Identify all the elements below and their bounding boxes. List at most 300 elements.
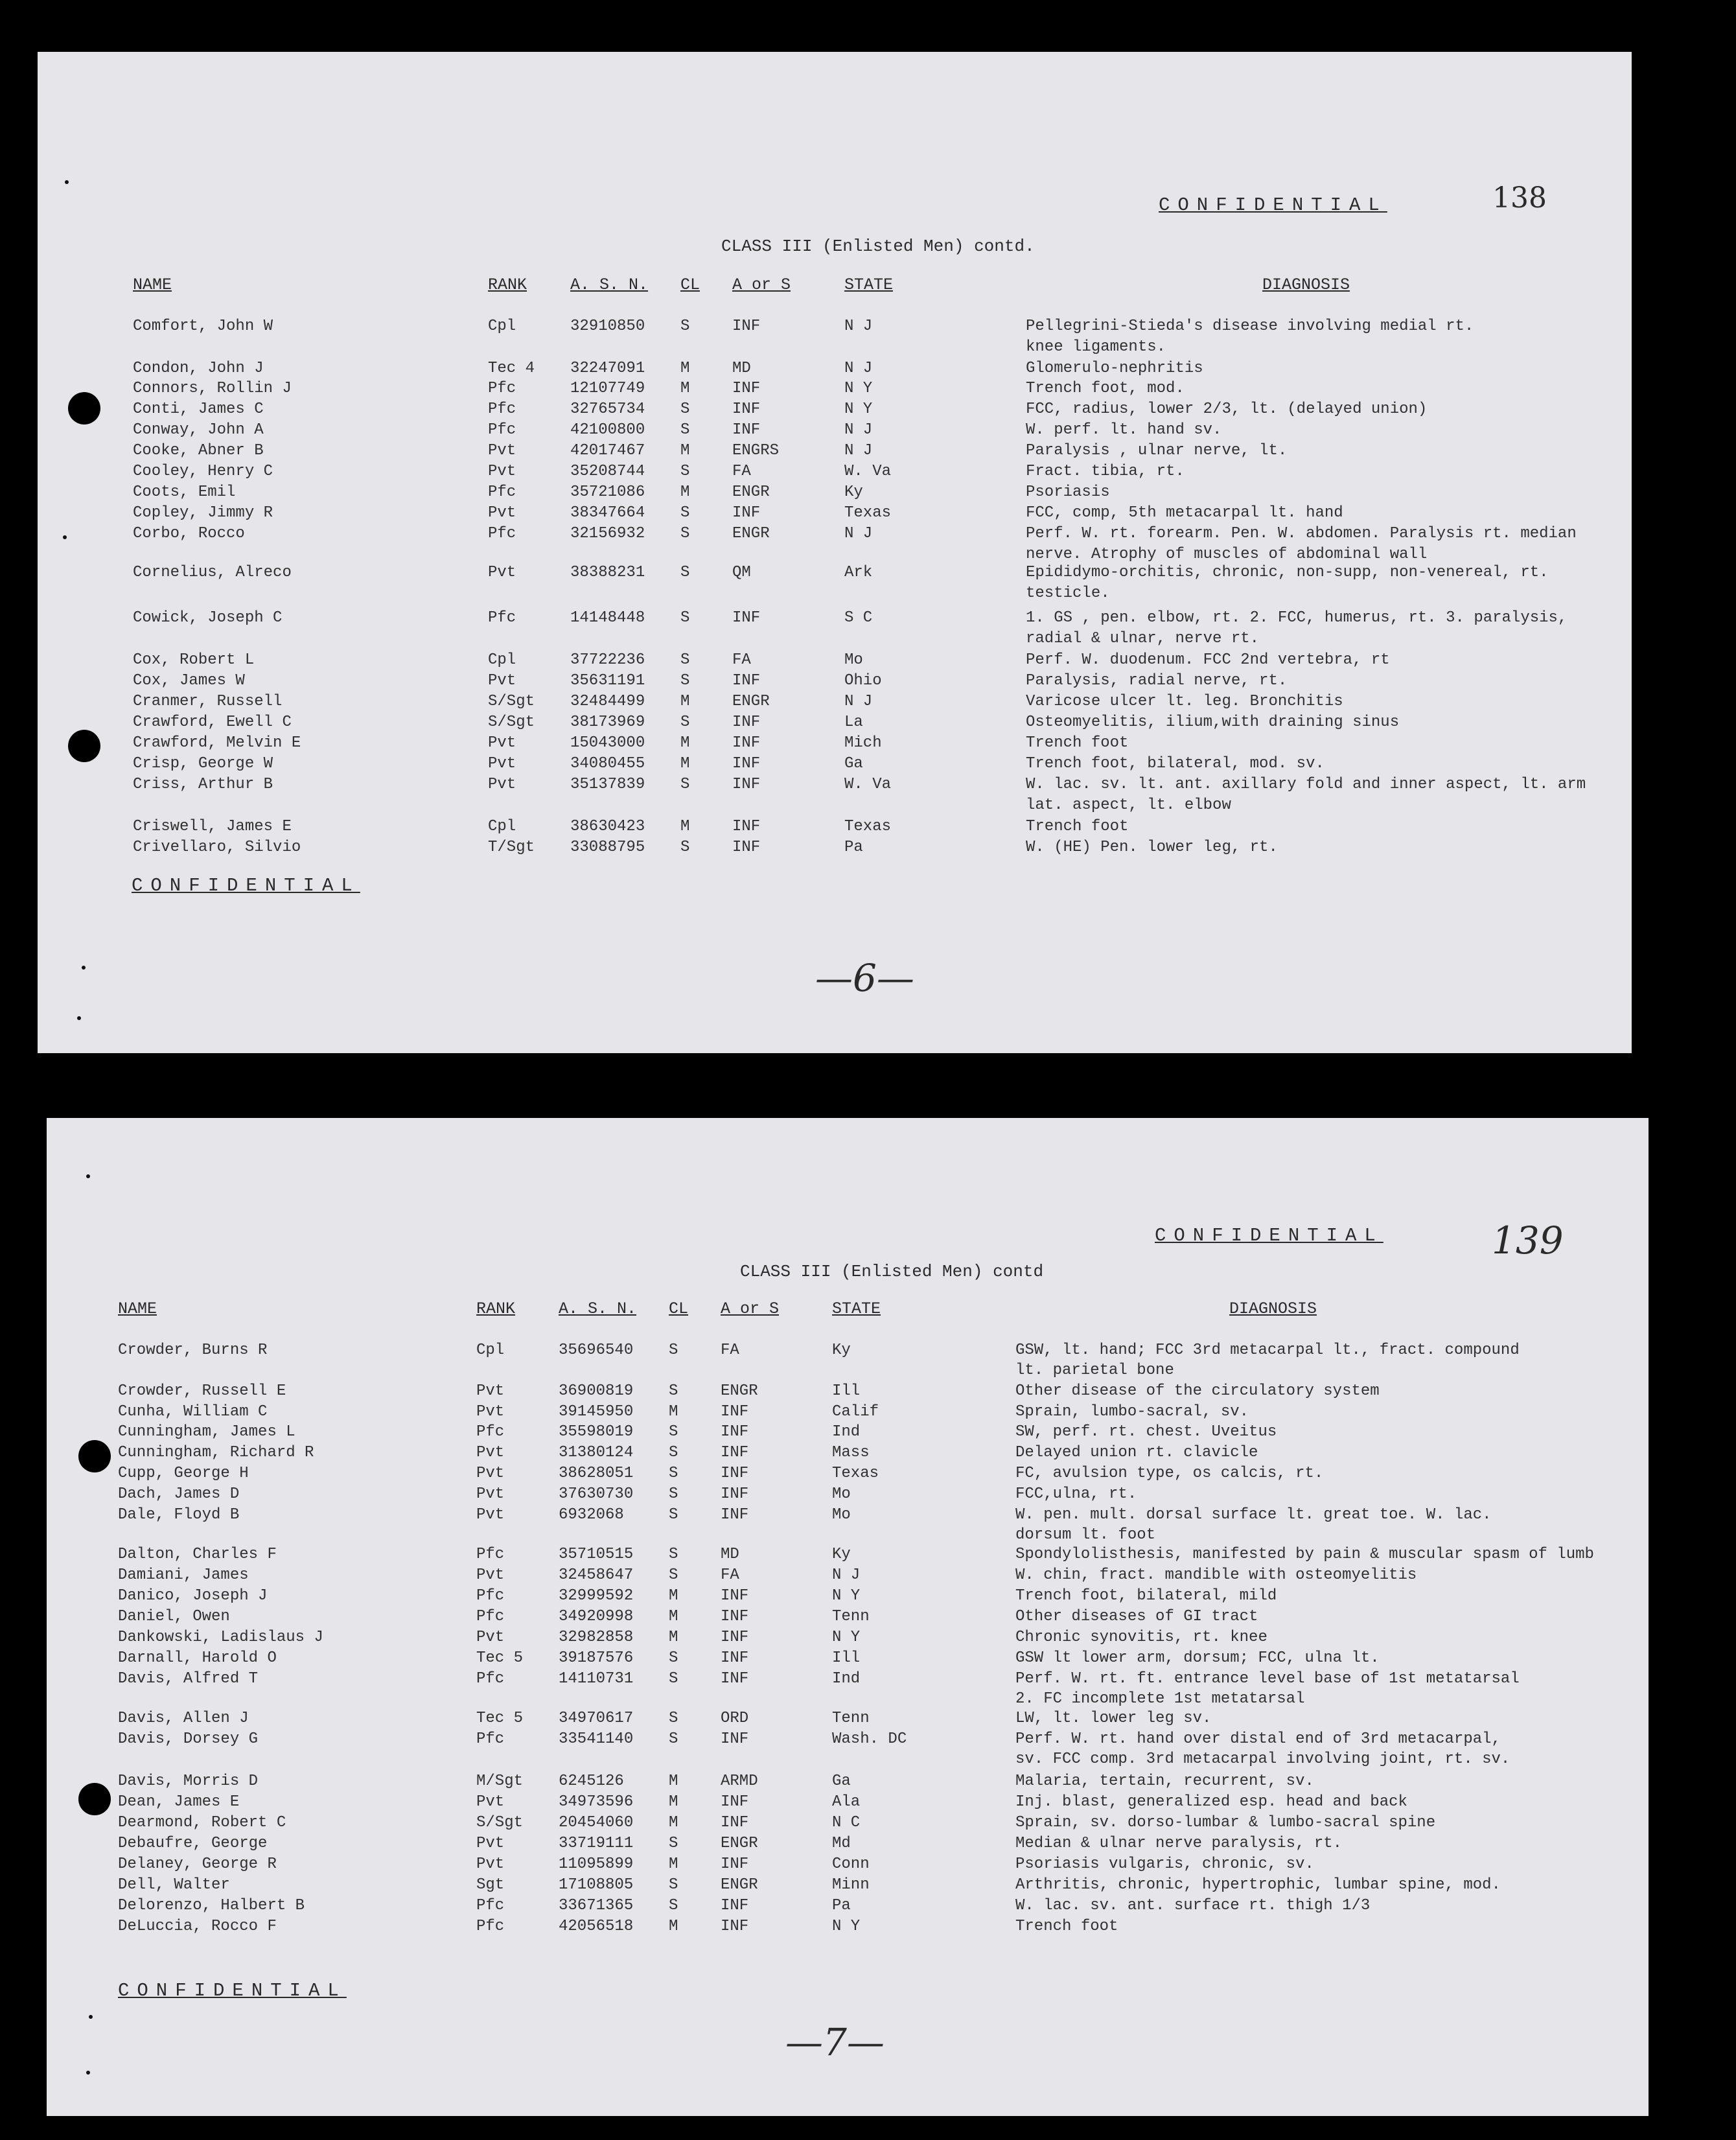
speck	[77, 1016, 81, 1020]
row-state: N Y	[832, 1629, 861, 1646]
row-state: Ark	[844, 564, 873, 581]
row-name: Cox, Robert L	[133, 651, 255, 669]
row-arm: INF	[732, 839, 761, 856]
row-diagnosis: Perf. W. rt. hand over distal end of 3rd metacarpal,	[1015, 1730, 1501, 1748]
row-rank: S/Sgt	[488, 693, 535, 710]
row-diagnosis: W. (HE) Pen. lower leg, rt.	[1026, 839, 1278, 856]
row-arm: INF	[732, 401, 761, 418]
row-arm: INF	[732, 380, 761, 397]
row-rank: Cpl	[488, 318, 516, 335]
row-asn: 35721086	[570, 483, 645, 501]
row-diagnosis: Epididymo-orchitis, chronic, non-supp, non-venereal, rt.	[1026, 564, 1549, 581]
row-asn: 39145950	[559, 1403, 634, 1421]
speck	[82, 966, 86, 970]
row-class: M	[669, 1403, 678, 1421]
row-asn: 20454060	[559, 1814, 634, 1832]
row-class: S	[669, 1342, 678, 1359]
record-sheet-138	[38, 52, 1632, 1053]
row-name: Cranmer, Russell	[133, 693, 283, 710]
row-class: M	[669, 1587, 678, 1605]
row-arm: INF	[721, 1403, 749, 1421]
row-name: Davis, Allen J	[118, 1710, 249, 1727]
row-class: S	[680, 463, 690, 480]
punch-hole	[68, 392, 100, 425]
row-diagnosis: Trench foot, bilateral, mild	[1015, 1587, 1277, 1605]
column-header-rank: RANK	[476, 1299, 516, 1318]
row-name: Coots, Emil	[133, 483, 236, 501]
row-asn: 33719111	[559, 1835, 634, 1852]
row-asn: 39187576	[559, 1649, 634, 1667]
row-diagnosis: Other disease of the circulatory system	[1015, 1382, 1380, 1400]
row-class: M	[680, 360, 690, 377]
row-arm: INF	[732, 714, 761, 731]
row-diagnosis: Paralysis, radial nerve, rt.	[1026, 672, 1288, 690]
row-state: N Y	[832, 1918, 861, 1935]
row-arm: FA	[721, 1566, 739, 1584]
row-rank: Pvt	[476, 1835, 505, 1852]
row-rank: Sgt	[476, 1876, 505, 1894]
row-name: Cupp, George H	[118, 1465, 249, 1482]
row-diagnosis: Pellegrini-Stieda's disease involving medial rt.	[1026, 318, 1474, 335]
row-arm: INF	[732, 672, 761, 690]
row-state: Ill	[832, 1649, 861, 1667]
row-state: N C	[832, 1814, 861, 1832]
row-class: M	[680, 380, 690, 397]
row-rank: Pvt	[488, 504, 516, 522]
row-state: Texas	[844, 818, 892, 835]
row-diagnosis: FCC,ulna, rt.	[1015, 1485, 1137, 1503]
row-diagnosis: Psoriasis	[1026, 483, 1110, 501]
row-arm: INF	[721, 1814, 749, 1832]
row-diagnosis: lt. parietal bone	[1015, 1362, 1174, 1379]
row-arm: ENGR	[732, 483, 770, 501]
row-name: Cowick, Joseph C	[133, 609, 283, 627]
class-title: CLASS III (Enlisted Men) contd.	[721, 237, 1035, 256]
row-state: La	[844, 714, 863, 731]
row-name: Debaufre, George	[118, 1835, 268, 1852]
row-asn: 32999592	[559, 1587, 634, 1605]
row-class: M	[669, 1629, 678, 1646]
row-state: Ill	[832, 1382, 861, 1400]
row-diagnosis: Trench foot, bilateral, mod. sv.	[1026, 755, 1325, 773]
row-class: M	[680, 483, 690, 501]
row-name: DeLuccia, Rocco F	[118, 1918, 277, 1935]
row-arm: INF	[732, 609, 761, 627]
row-diagnosis: Malaria, tertain, recurrent, sv.	[1015, 1773, 1314, 1790]
row-name: Crawford, Ewell C	[133, 714, 292, 731]
row-rank: Pfc	[488, 421, 516, 439]
row-asn: 32910850	[570, 318, 645, 335]
row-rank: T/Sgt	[488, 839, 535, 856]
row-rank: Pvt	[488, 755, 516, 773]
row-rank: Pvt	[476, 1485, 505, 1503]
row-arm: INF	[721, 1918, 749, 1935]
row-diagnosis: Trench foot	[1026, 734, 1129, 752]
confidential-stamp: CONFIDENTIAL	[1159, 194, 1387, 216]
row-name: Cunningham, Richard R	[118, 1444, 314, 1461]
punch-hole	[68, 730, 100, 762]
row-name: Daniel, Owen	[118, 1608, 230, 1625]
row-diagnosis: Sprain, lumbo-sacral, sv.	[1015, 1403, 1249, 1421]
row-diagnosis: Arthritis, chronic, hypertrophic, lumbar spine, mod.	[1015, 1876, 1501, 1894]
row-asn: 12107749	[570, 380, 645, 397]
row-rank: Pfc	[476, 1587, 505, 1605]
row-rank: Pvt	[476, 1855, 505, 1873]
row-class: S	[669, 1485, 678, 1503]
row-asn: 34970617	[559, 1710, 634, 1727]
row-state: Ky	[832, 1342, 851, 1359]
row-rank: Pfc	[488, 609, 516, 627]
row-state: W. Va	[844, 463, 892, 480]
row-state: N J	[844, 442, 873, 459]
row-arm: INF	[732, 776, 761, 793]
row-class: S	[680, 672, 690, 690]
row-asn: 35631191	[570, 672, 645, 690]
row-class: M	[680, 818, 690, 835]
row-class: S	[680, 504, 690, 522]
row-diagnosis: Perf. W. rt. ft. entrance level base of 1st metatarsal	[1015, 1670, 1520, 1688]
row-class: S	[680, 839, 690, 856]
row-state: Wash. DC	[832, 1730, 907, 1748]
class-title: CLASS III (Enlisted Men) contd	[740, 1262, 1044, 1281]
row-asn: 38347664	[570, 504, 645, 522]
row-arm: INF	[721, 1793, 749, 1811]
row-name: Criss, Arthur B	[133, 776, 273, 793]
row-class: S	[669, 1506, 678, 1524]
row-diagnosis: FC, avulsion type, os calcis, rt.	[1015, 1465, 1324, 1482]
row-state: N J	[844, 421, 873, 439]
row-asn: 6245126	[559, 1773, 624, 1790]
row-name: Darnall, Harold O	[118, 1649, 277, 1667]
row-diagnosis: testicle.	[1026, 585, 1110, 602]
row-rank: Cpl	[488, 651, 516, 669]
row-asn: 38628051	[559, 1465, 634, 1482]
row-name: Davis, Alfred T	[118, 1670, 259, 1688]
row-diagnosis: Osteomyelitis, ilium,with draining sinus	[1026, 714, 1400, 731]
row-class: S	[669, 1423, 678, 1441]
row-diagnosis: Paralysis , ulnar nerve, lt.	[1026, 442, 1288, 459]
row-state: Ala	[832, 1793, 861, 1811]
column-header-state: STATE	[832, 1299, 881, 1318]
row-state: Pa	[844, 839, 863, 856]
row-diagnosis: 1. GS , pen. elbow, rt. 2. FCC, humerus, rt. 3. paralysis,	[1026, 609, 1568, 627]
row-rank: Pvt	[476, 1506, 505, 1524]
row-asn: 32247091	[570, 360, 645, 377]
row-asn: 37630730	[559, 1485, 634, 1503]
row-diagnosis: GSW, lt. hand; FCC 3rd metacarpal lt., fract. compound	[1015, 1342, 1520, 1359]
confidential-stamp: CONFIDENTIAL	[1155, 1225, 1383, 1246]
row-diagnosis: Perf. W. duodenum. FCC 2nd vertebra, rt	[1026, 651, 1390, 669]
row-name: Crowder, Russell E	[118, 1382, 286, 1400]
row-arm: INF	[721, 1506, 749, 1524]
row-rank: M/Sgt	[476, 1773, 524, 1790]
row-state: Tenn	[832, 1710, 870, 1727]
row-class: M	[680, 755, 690, 773]
row-rank: Pfc	[476, 1546, 505, 1563]
row-rank: Pfc	[476, 1918, 505, 1935]
row-name: Cooke, Abner B	[133, 442, 264, 459]
row-rank: Pvt	[488, 463, 516, 480]
row-arm: QM	[732, 564, 751, 581]
row-diagnosis: sv. FCC comp. 3rd metacarpal involving joint, rt. sv.	[1015, 1750, 1510, 1768]
row-state: Mo	[844, 651, 863, 669]
row-name: Damiani, James	[118, 1566, 249, 1584]
column-header-rank: RANK	[488, 275, 527, 294]
row-arm: ENGRS	[732, 442, 780, 459]
row-state: Mich	[844, 734, 882, 752]
column-header-diagnosis: DIAGNOSIS	[1262, 275, 1350, 294]
column-header-cl: CL	[669, 1299, 689, 1318]
row-arm: ORD	[721, 1710, 749, 1727]
row-arm: INF	[721, 1897, 749, 1914]
row-rank: Pvt	[488, 564, 516, 581]
row-arm: ENGR	[721, 1382, 758, 1400]
row-arm: INF	[732, 755, 761, 773]
row-class: S	[680, 318, 690, 335]
row-state: N J	[844, 360, 873, 377]
row-class: S	[669, 1670, 678, 1688]
speck	[63, 535, 67, 539]
row-class: M	[669, 1773, 678, 1790]
row-name: Davis, Morris D	[118, 1773, 259, 1790]
row-class: M	[680, 693, 690, 710]
row-name: Dale, Floyd B	[118, 1506, 240, 1524]
row-asn: 38630423	[570, 818, 645, 835]
page-number: 139	[1492, 1218, 1564, 1262]
row-diagnosis: LW, lt. lower leg sv.	[1015, 1710, 1212, 1727]
row-asn: 32982858	[559, 1629, 634, 1646]
row-class: M	[669, 1793, 678, 1811]
speck	[89, 2015, 93, 2019]
row-rank: Pfc	[476, 1423, 505, 1441]
row-diagnosis: Glomerulo-nephritis	[1026, 360, 1203, 377]
row-rank: Pfc	[488, 401, 516, 418]
row-diagnosis: W. pen. mult. dorsal surface lt. great toe. W. lac.	[1015, 1506, 1492, 1524]
row-arm: INF	[721, 1730, 749, 1748]
column-header-name: NAME	[118, 1299, 157, 1318]
row-arm: INF	[721, 1444, 749, 1461]
row-state: S C	[844, 609, 873, 627]
row-asn: 32484499	[570, 693, 645, 710]
row-arm: INF	[721, 1608, 749, 1625]
row-rank: Cpl	[476, 1342, 505, 1359]
row-state: Ind	[832, 1423, 861, 1441]
row-state: N Y	[844, 380, 873, 397]
row-class: S	[669, 1835, 678, 1852]
row-name: Connors, Rollin J	[133, 380, 292, 397]
row-rank: Pvt	[476, 1403, 505, 1421]
row-asn: 35598019	[559, 1423, 634, 1441]
row-name: Conway, John A	[133, 421, 264, 439]
row-state: W. Va	[844, 776, 892, 793]
row-arm: MD	[732, 360, 751, 377]
row-state: Calif	[832, 1403, 879, 1421]
row-arm: ARMD	[721, 1773, 758, 1790]
row-class: S	[669, 1710, 678, 1727]
column-header-arm: A or S	[732, 275, 791, 294]
row-class: S	[669, 1649, 678, 1667]
row-state: N J	[844, 318, 873, 335]
row-asn: 35208744	[570, 463, 645, 480]
row-asn: 35710515	[559, 1546, 634, 1563]
row-name: Cunha, William C	[118, 1403, 268, 1421]
punch-hole	[78, 1783, 111, 1815]
row-name: Davis, Dorsey G	[118, 1730, 259, 1748]
row-class: S	[680, 564, 690, 581]
row-asn: 34920998	[559, 1608, 634, 1625]
row-state: Pa	[832, 1897, 851, 1914]
row-name: Cox, James W	[133, 672, 245, 690]
speck	[86, 1174, 90, 1178]
row-name: Cooley, Henry C	[133, 463, 273, 480]
row-diagnosis: W. chin, fract. mandible with osteomyelitis	[1015, 1566, 1417, 1584]
row-asn: 42056518	[559, 1918, 634, 1935]
row-class: S	[680, 421, 690, 439]
column-header-name: NAME	[133, 275, 172, 294]
row-class: S	[680, 609, 690, 627]
row-name: Crivellaro, Silvio	[133, 839, 301, 856]
row-name: Crisp, George W	[133, 755, 273, 773]
row-rank: Pvt	[476, 1465, 505, 1482]
row-diagnosis: Trench foot	[1026, 818, 1129, 835]
row-class: M	[669, 1855, 678, 1873]
row-diagnosis: Inj. blast, generalized esp. head and back	[1015, 1793, 1407, 1811]
row-arm: INF	[732, 818, 761, 835]
row-name: Delorenzo, Halbert B	[118, 1897, 305, 1914]
row-class: S	[680, 401, 690, 418]
row-asn: 32458647	[559, 1566, 634, 1584]
row-rank: Pfc	[476, 1670, 505, 1688]
row-diagnosis: FCC, radius, lower 2/3, lt. (delayed union)	[1026, 401, 1428, 418]
row-name: Delaney, George R	[118, 1855, 277, 1873]
row-class: M	[680, 442, 690, 459]
row-class: M	[669, 1608, 678, 1625]
column-header-asn: A. S. N.	[570, 275, 649, 294]
row-state: Tenn	[832, 1608, 870, 1625]
row-state: N J	[832, 1566, 861, 1584]
row-diagnosis: Varicose ulcer lt. leg. Bronchitis	[1026, 693, 1343, 710]
row-arm: ENGR	[732, 525, 770, 542]
row-asn: 42017467	[570, 442, 645, 459]
page-number: 138	[1492, 181, 1547, 215]
row-arm: INF	[732, 504, 761, 522]
row-asn: 6932068	[559, 1506, 624, 1524]
row-diagnosis: Sprain, sv. dorso-lumbar & lumbo-sacral spine	[1015, 1814, 1436, 1832]
row-asn: 14148448	[570, 609, 645, 627]
row-name: Copley, Jimmy R	[133, 504, 273, 522]
row-rank: Pvt	[476, 1629, 505, 1646]
row-arm: INF	[732, 734, 761, 752]
punch-hole	[78, 1440, 111, 1472]
column-header-cl: CL	[680, 275, 700, 294]
row-arm: FA	[732, 651, 751, 669]
row-name: Danico, Joseph J	[118, 1587, 268, 1605]
speck	[65, 180, 69, 184]
row-name: Dach, James D	[118, 1485, 240, 1503]
handwritten-page-number: —6—	[815, 956, 914, 1000]
row-arm: INF	[721, 1465, 749, 1482]
row-rank: Pvt	[476, 1793, 505, 1811]
row-arm: ENGR	[732, 693, 770, 710]
row-diagnosis: Median & ulnar nerve paralysis, rt.	[1015, 1835, 1343, 1852]
row-rank: Pfc	[476, 1730, 505, 1748]
row-name: Corbo, Rocco	[133, 525, 245, 542]
row-diagnosis: SW, perf. rt. chest. Uveitus	[1015, 1423, 1277, 1441]
row-rank: Pfc	[488, 525, 516, 542]
row-rank: S/Sgt	[488, 714, 535, 731]
row-name: Dankowski, Ladislaus J	[118, 1629, 323, 1646]
row-name: Comfort, John W	[133, 318, 273, 335]
row-asn: 33541140	[559, 1730, 634, 1748]
row-class: S	[669, 1465, 678, 1482]
row-arm: INF	[721, 1587, 749, 1605]
row-diagnosis: Fract. tibia, rt.	[1026, 463, 1185, 480]
row-class: S	[680, 776, 690, 793]
row-asn: 35696540	[559, 1342, 634, 1359]
row-class: S	[669, 1382, 678, 1400]
row-rank: S/Sgt	[476, 1814, 524, 1832]
row-rank: Pvt	[488, 442, 516, 459]
row-state: N J	[844, 693, 873, 710]
row-diagnosis: lat. aspect, lt. elbow	[1026, 797, 1231, 814]
row-diagnosis: Delayed union rt. clavicle	[1015, 1444, 1258, 1461]
row-rank: Tec 5	[476, 1649, 524, 1667]
row-state: Mass	[832, 1444, 870, 1461]
row-state: N Y	[844, 401, 873, 418]
row-class: S	[680, 651, 690, 669]
row-state: Ohio	[844, 672, 882, 690]
row-arm: INF	[721, 1423, 749, 1441]
row-class: S	[669, 1876, 678, 1894]
row-arm: ENGR	[721, 1876, 758, 1894]
row-asn: 34973596	[559, 1793, 634, 1811]
row-name: Dean, James E	[118, 1793, 240, 1811]
row-name: Cunningham, James L	[118, 1423, 295, 1441]
row-asn: 11095899	[559, 1855, 634, 1873]
row-arm: INF	[721, 1649, 749, 1667]
row-class: M	[669, 1814, 678, 1832]
handwritten-page-number: —7—	[785, 2020, 885, 2064]
row-asn: 32765734	[570, 401, 645, 418]
row-name: Dell, Walter	[118, 1876, 230, 1894]
row-rank: Pfc	[488, 483, 516, 501]
row-rank: Pvt	[488, 776, 516, 793]
row-rank: Pfc	[476, 1608, 505, 1625]
row-rank: Pvt	[476, 1444, 505, 1461]
row-asn: 37722236	[570, 651, 645, 669]
row-rank: Cpl	[488, 818, 516, 835]
row-diagnosis: W. lac. sv. lt. ant. axillary fold and inner aspect, lt. arm	[1026, 776, 1586, 793]
row-diagnosis: W. lac. sv. ant. surface rt. thigh 1/3	[1015, 1897, 1371, 1914]
row-asn: 15043000	[570, 734, 645, 752]
row-state: N J	[844, 525, 873, 542]
row-name: Crawford, Melvin E	[133, 734, 301, 752]
column-header-diagnosis: DIAGNOSIS	[1229, 1299, 1317, 1318]
row-class: S	[669, 1444, 678, 1461]
row-asn: 31380124	[559, 1444, 634, 1461]
row-arm: INF	[732, 318, 761, 335]
row-class: S	[669, 1566, 678, 1584]
row-diagnosis: Trench foot	[1015, 1918, 1118, 1935]
row-diagnosis: 2. FC incomplete 1st metatarsal	[1015, 1690, 1305, 1708]
row-asn: 34080455	[570, 755, 645, 773]
row-name: Dalton, Charles F	[118, 1546, 277, 1563]
row-rank: Pvt	[476, 1566, 505, 1584]
row-diagnosis: Chronic synovitis, rt. knee	[1015, 1629, 1267, 1646]
row-asn: 42100800	[570, 421, 645, 439]
row-asn: 33671365	[559, 1897, 634, 1914]
row-asn: 14110731	[559, 1670, 634, 1688]
